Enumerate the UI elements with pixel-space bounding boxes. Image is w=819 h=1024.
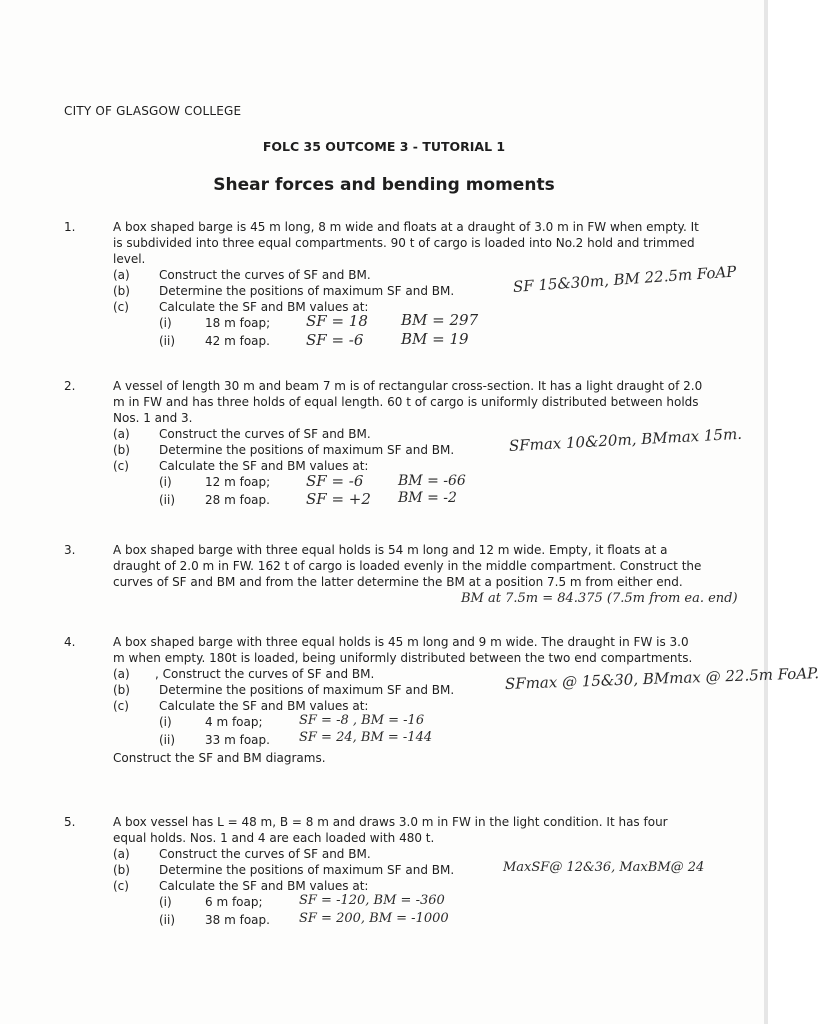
college-name: CITY OF GLASGOW COLLEGE: [64, 104, 242, 118]
handwritten-answer: SF = 24, BM = -144: [299, 730, 433, 745]
handwritten-answer: SFmax @ 15&30, BMmax @ 22.5m FoAP.: [504, 664, 819, 693]
part-label: (b): [113, 683, 130, 697]
part-text: 4 m foap;: [205, 715, 263, 729]
question-text: A box shaped barge is 45 m long, 8 m wide and floats at a draught of 3.0 m in FW when empty. It is subdivided into three equal compartments. 90 t of cargo is loaded into No.2 hold and trimmed level.: [113, 220, 699, 266]
part-text: Determine the positions of maximum SF and BM.: [159, 683, 455, 697]
closing-instruction: Construct the SF and BM diagrams.: [113, 751, 326, 765]
question-number: 4.: [64, 635, 76, 649]
part-label: (a): [113, 667, 130, 681]
part-text: 12 m foap;: [205, 475, 271, 489]
part-c-ii: [113, 912, 703, 930]
part-label: (b): [113, 284, 130, 298]
handwritten-answer: BM = 19: [401, 330, 469, 348]
question-number: 1.: [64, 220, 76, 234]
handwritten-answer: SF = +2: [306, 490, 371, 508]
part-c: [113, 458, 703, 474]
part-text: Calculate the SF and BM values at:: [159, 300, 369, 314]
handwritten-answer: BM = -66: [398, 473, 466, 489]
part-label: (c): [113, 300, 129, 314]
part-text: Calculate the SF and BM values at:: [159, 459, 369, 473]
part-label: (a): [113, 427, 130, 441]
part-label: (i): [159, 895, 172, 909]
handwritten-answer: SFmax 10&20m, BMmax 15m.: [508, 424, 743, 455]
question-text: A box shaped barge with three equal holds is 54 m long and 12 m wide. Empty, it floats at a draught of 2.0 m in FW. 162 t of cargo is loaded evenly in the middle compartment. Construct the curves of SF and BM and from the latter determine the BM at a position 7.5 m from either end.: [113, 543, 702, 589]
part-label: (a): [113, 268, 130, 282]
part-c-ii: [113, 732, 703, 750]
question-text: A box shaped barge with three equal holds is 45 m long and 9 m wide. The draught in FW is 3.0 m when empty. 180t is loaded, being uniformly distributed between the two end compartments.: [113, 635, 693, 665]
part-text: 42 m foap.: [205, 334, 270, 348]
part-text: Determine the positions of maximum SF and BM.: [159, 284, 455, 298]
question-number: 5.: [64, 815, 76, 829]
part-text: 18 m foap;: [205, 316, 271, 330]
part-text: , Construct the curves of SF and BM.: [155, 667, 375, 681]
handwritten-answer: SF = -120, BM = -360: [299, 893, 445, 908]
part-text: 28 m foap.: [205, 493, 270, 507]
part-label: (i): [159, 475, 172, 489]
part-label: (c): [113, 459, 129, 473]
part-b: [113, 862, 703, 878]
part-text: Calculate the SF and BM values at:: [159, 699, 369, 713]
tutorial-code: FOLC 35 OUTCOME 3 - TUTORIAL 1: [262, 139, 506, 154]
part-label: (c): [113, 699, 129, 713]
part-label: (ii): [159, 733, 176, 747]
part-label: (a): [113, 847, 130, 861]
part-label: (c): [113, 879, 129, 893]
part-label: (i): [159, 715, 172, 729]
part-label: (i): [159, 316, 172, 330]
handwritten-answer: BM = -2: [398, 490, 457, 506]
handwritten-answer: BM = 297: [401, 311, 479, 329]
part-label: (ii): [159, 913, 176, 927]
handwritten-answer: SF 15&30m, BM 22.5m FoAP: [512, 262, 737, 296]
handwritten-answer: SF = 18: [306, 312, 368, 330]
part-text: 33 m foap.: [205, 733, 270, 747]
question-text: A box vessel has L = 48 m, B = 8 m and draws 3.0 m in FW in the light condition. It has four equal holds. Nos. 1 and 4 are each loaded with 480 t.: [113, 815, 668, 845]
part-label: (ii): [159, 493, 176, 507]
part-c-i: [113, 894, 703, 912]
handwritten-answer: SF = 200, BM = -1000: [299, 911, 449, 926]
question-number: 2.: [64, 379, 76, 393]
part-text: Calculate the SF and BM values at:: [159, 879, 369, 893]
question-text: A vessel of length 30 m and beam 7 m is of rectangular cross-section. It has a light draught of 2.0 m in FW and has three holds of equal length. 60 t of cargo is uniformly distributed between holds Nos. 1 and 3.: [113, 379, 703, 425]
part-c: [113, 698, 703, 714]
handwritten-answer: BM at 7.5m = 84.375 (7.5m from ea. end): [461, 591, 738, 606]
part-c: [113, 878, 703, 894]
part-c-ii: [113, 330, 703, 351]
handwritten-answer: SF = -8 , BM = -16: [299, 713, 425, 728]
part-label: (b): [113, 863, 130, 877]
part-label: (ii): [159, 334, 176, 348]
part-text: Determine the positions of maximum SF and BM.: [159, 443, 455, 457]
part-text: 6 m foap;: [205, 895, 263, 909]
part-text: Construct the curves of SF and BM.: [159, 427, 371, 441]
part-c-ii: [113, 492, 703, 510]
question-number: 3.: [64, 543, 76, 557]
part-text: Construct the curves of SF and BM.: [159, 847, 371, 861]
handwritten-answer: SF = -6: [306, 331, 364, 349]
handwritten-answer: SF = -6: [306, 472, 364, 490]
part-text: Determine the positions of maximum SF and BM.: [159, 863, 455, 877]
part-text: Construct the curves of SF and BM.: [159, 268, 371, 282]
page-title: Shear forces and bending moments: [213, 175, 555, 195]
part-label: (b): [113, 443, 130, 457]
handwritten-answer: MaxSF@ 12&36, MaxBM@ 24: [503, 860, 705, 875]
part-text: 38 m foap.: [205, 913, 270, 927]
